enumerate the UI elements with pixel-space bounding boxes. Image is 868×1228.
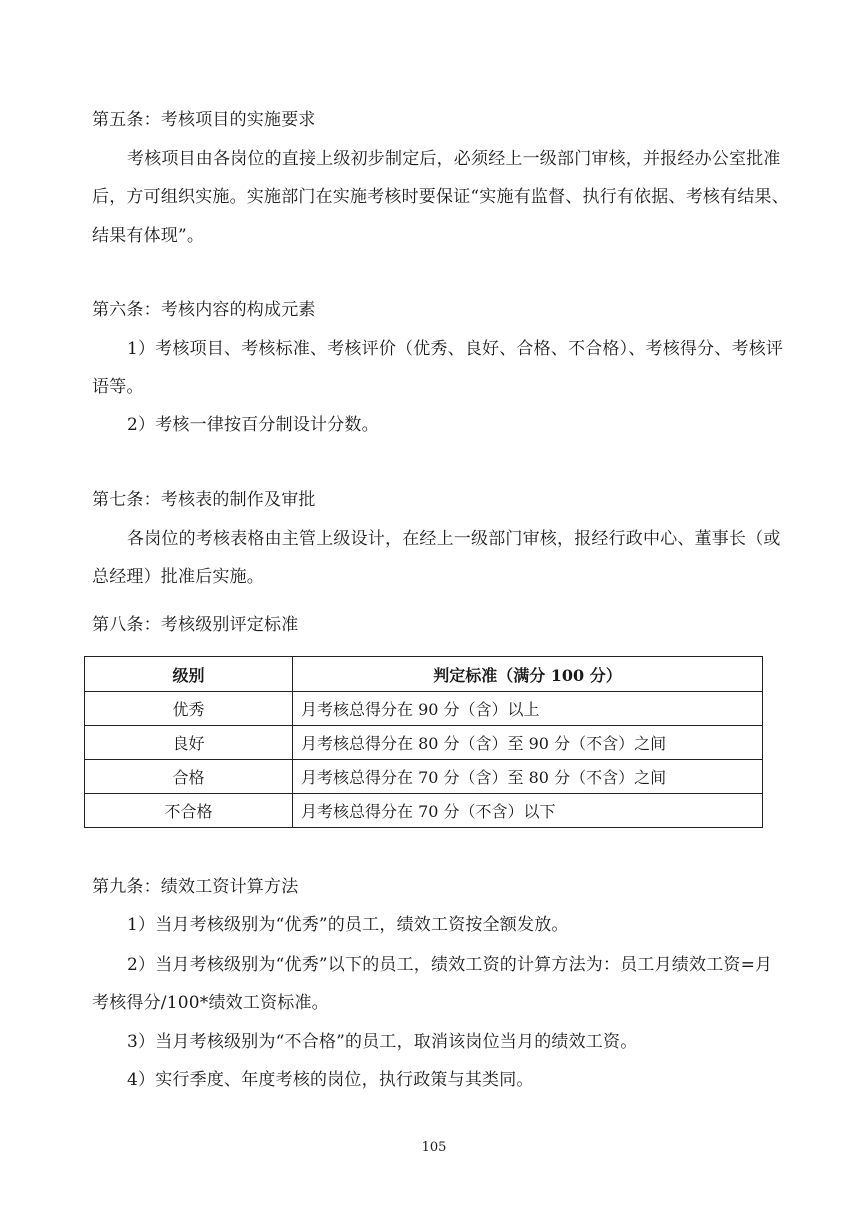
level-cell: 合格 [85, 760, 293, 794]
table-header-standard: 判定标准（满分 100 分） [293, 657, 763, 692]
article9-line-4: 3）当月考核级别为“不合格”的员工，取消该岗位当月的绩效工资。 [127, 1032, 638, 1052]
table-header-level: 级别 [85, 657, 293, 692]
article8-heading: 第八条：考核级别评定标准 [92, 615, 299, 635]
standard-cell: 月考核总得分在 70 分（含）至 80 分（不含）之间 [293, 760, 763, 794]
article9-line-1: 1）当月考核级别为“优秀”的员工，绩效工资按全额发放。 [127, 915, 569, 935]
table-row [85, 760, 763, 794]
level-cell: 不合格 [85, 794, 293, 828]
article5-line-2: 后，方可组织实施。实施部门在实施考核时要保证“实施有监督、执行有依据、考核有结果、 [92, 187, 789, 207]
article6-line-2: 语等。 [92, 377, 144, 397]
table-row [85, 692, 763, 726]
article9-line-3: 考核得分/100*绩效工资标准。 [92, 993, 329, 1013]
standard-cell: 月考核总得分在 90 分（含）以上 [293, 692, 763, 726]
article9-line-5: 4）实行季度、年度考核的岗位，执行政策与其类同。 [127, 1070, 534, 1090]
level-cell: 良好 [85, 726, 293, 760]
standard-cell: 月考核总得分在 80 分（含）至 90 分（不含）之间 [293, 726, 763, 760]
article6-line-3: 2）考核一律按百分制设计分数。 [127, 415, 379, 435]
article9-heading: 第九条：绩效工资计算方法 [92, 877, 299, 897]
grade-standard-table [84, 656, 763, 828]
table-row [85, 726, 763, 760]
standard-cell: 月考核总得分在 70 分（不含）以下 [293, 794, 763, 828]
article6-line-1: 1）考核项目、考核标准、考核评价（优秀、良好、合格、不合格）、考核得分、考核评 [127, 339, 784, 359]
article5-heading: 第五条：考核项目的实施要求 [92, 110, 316, 130]
article7-line-2: 总经理）批准后实施。 [92, 567, 264, 587]
article5-line-3: 结果有体现”。 [92, 226, 205, 246]
table-header-row [85, 657, 763, 692]
level-cell: 优秀 [85, 692, 293, 726]
article6-heading: 第六条：考核内容的构成元素 [92, 300, 316, 320]
article9-line-2: 2）当月考核级别为“优秀”以下的员工，绩效工资的计算方法为：员工月绩效工资=月 [127, 955, 773, 975]
article5-line-1: 考核项目由各岗位的直接上级初步制定后，必须经上一级部门审核，并报经办公室批准 [127, 149, 781, 169]
article7-line-1: 各岗位的考核表格由主管上级设计，在经上一级部门审核，报经行政中心、董事长（或 [127, 529, 781, 549]
page-number: 105 [421, 1140, 447, 1155]
table-row [85, 794, 763, 828]
article7-heading: 第七条：考核表的制作及审批 [92, 490, 316, 510]
